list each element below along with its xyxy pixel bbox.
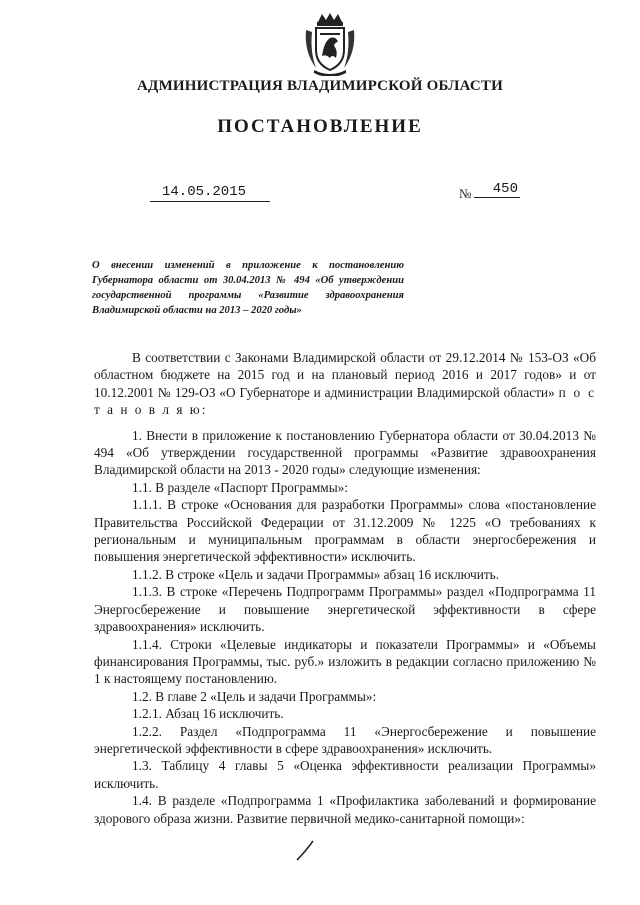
organization-name: АДМИНИСТРАЦИЯ ВЛАДИМИРСКОЙ ОБЛАСТИ [137, 78, 503, 94]
pen-mark-icon [293, 838, 317, 862]
document-date: 14.05.2015 [150, 184, 270, 202]
paragraph-1-3: 1.3. Таблицу 4 главы 5 «Оценка эффективности реализации Программы» исключить. [94, 758, 596, 791]
paragraph-1-1-2: 1.1.2. В строке «Цель и задачи Программы» абзац 16 исключить. [132, 566, 500, 582]
paragraph-1-4: 1.4. В разделе «Подпрограмма 1 «Профилактика заболеваний и формирование здорового образа жизни. Развитие первичной медико-санитарной помощи»: [94, 793, 596, 826]
preamble-text: В соответствии с Законами Владимирской области от 29.12.2014 № 153-ОЗ «Об областном бюджете на 2015 год и на плановый период 2016 и 2017 годов» и от 10.12.2001 № 129-ОЗ «О Губернаторе и администрации Владимирской области» [94, 350, 596, 400]
paragraph-1-2-2: 1.2.2. Раздел «Подпрограмма 11 «Энергосбережение и повышение энергетической эффективности в сфере здравоохранения» исключить. [94, 723, 596, 756]
document-type: ПОСТАНОВЛЕНИЕ [217, 116, 423, 137]
document-number: 450 [474, 181, 520, 198]
paragraph-1-1-4: 1.1.4. Строки «Целевые индикаторы и показатели Программы» и «Объемы финансирования Программы, тыс. руб.» изложить в редакции согласно приложению № 1 к настоящему постановлению. [94, 636, 596, 687]
paragraph-1-1-3: 1.1.3. В строке «Перечень Подпрограмм Программы» раздел «Подпрограмма 11 Энергосбережение и повышение энергетической эффективности в сфере здравоохранения» исключить. [94, 584, 596, 635]
number-label: № [459, 186, 472, 201]
paragraph-1: 1. Внести в приложение к постановлению Губернатора области от 30.04.2013 № 494 «Об утверждении государственной программы «Развитие здравоохранения Владимирской области на 2013 - 2020 годы» следующие изменения: [94, 427, 596, 478]
paragraph-1-1: 1.1. В разделе «Паспорт Программы»: [132, 479, 348, 495]
coat-of-arms-icon [302, 12, 358, 76]
document-subject: О внесении изменений в приложение к постановлению Губернатора области от 30.04.2013 № 494 «Об утверждении государственной программы «Развитие здравоохранения Владимирской области на 2013 – 2020 годы» [92, 260, 404, 316]
paragraph-1-2-1: 1.2.1. Абзац 16 исключить. [132, 706, 284, 722]
preamble-paragraph [94, 349, 596, 419]
paragraph-1-1-1: 1.1.1. В строке «Основания для разработки Программы» слова «постановление Правительства Российской Федерации от 31.12.2009 № 1225 «О требованиях к региональным и муниципальным программам в области энергосбережения и повышения энергетической эффективности» исключить. [94, 497, 596, 565]
paragraph-1-2: 1.2. В главе 2 «Цель и задачи Программы»: [132, 688, 377, 704]
document-body [94, 349, 596, 827]
decree-word: п о с т а н о в л я ю: [94, 384, 596, 418]
